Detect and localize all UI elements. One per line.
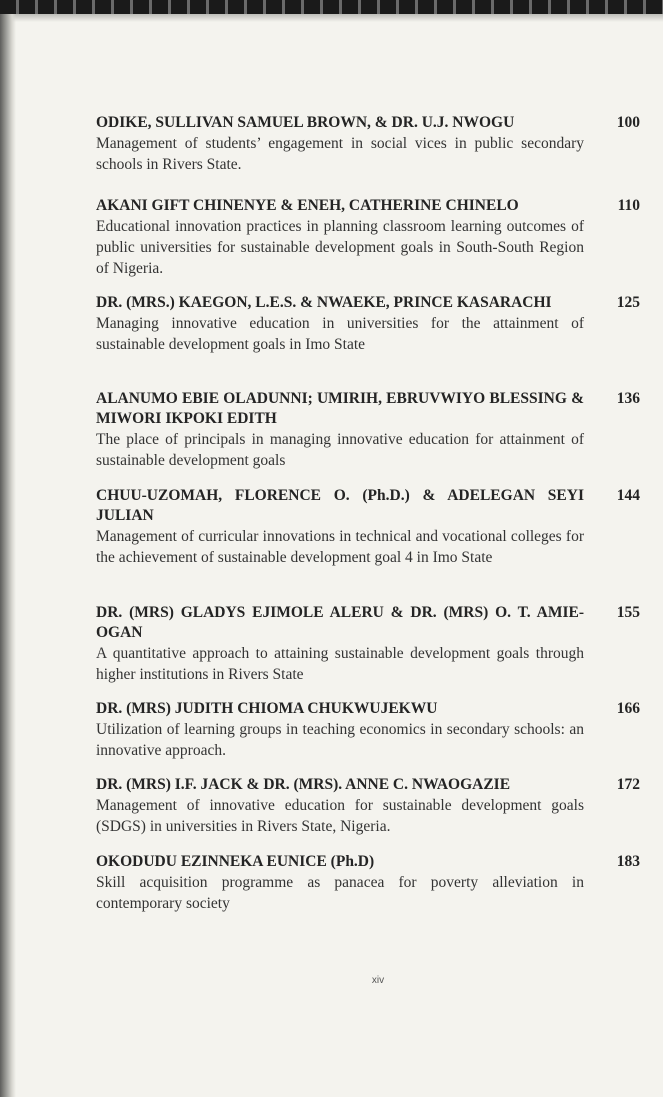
toc-entry	[96, 196, 640, 279]
entry-page-number: 136	[616, 390, 640, 407]
entry-title: Utilization of learning groups in teaching economics in secondary schools: an innovative approach.	[96, 721, 584, 759]
entry-authors: DR. (MRS) I.F. JACK & DR. (MRS). ANNE C. NWAOGAZIE	[96, 776, 511, 793]
entry-authors: ALANUMO EBIE OLADUNNI; UMIRIH, EBRUVWIYO BLESSING & MIWORI IKPOKI EDITH	[96, 390, 584, 427]
toc-entry	[96, 486, 640, 568]
entry-authors: CHUU-UZOMAH, FLORENCE O. (Ph.D.) & ADELEGAN SEYI JULIAN	[96, 487, 584, 524]
entry-title: Managing innovative education in universities for the attainment of sustainable development goals in Imo State	[96, 315, 584, 353]
toc-entry	[96, 293, 640, 355]
entry-page-number: 100	[616, 114, 640, 131]
entry-authors: AKANI GIFT CHINENYE & ENEH, CATHERINE CHINELO	[96, 197, 519, 214]
toc-entry	[96, 852, 640, 914]
toc-entry	[96, 603, 640, 685]
entry-authors: DR. (MRS) JUDITH CHIOMA CHUKWUJEKWU	[96, 700, 438, 717]
entry-title: Skill acquisition programme as panacea for poverty alleviation in contemporary society	[96, 874, 584, 912]
entry-authors: ODIKE, SULLIVAN SAMUEL BROWN, & DR. U.J. NWOGU	[96, 114, 515, 131]
toc-entry	[96, 389, 640, 471]
entry-title: The place of principals in managing innovative education for attainment of sustainable development goals	[96, 431, 584, 469]
entry-page-number: 166	[616, 700, 640, 717]
entry-authors: DR. (MRS.) KAEGON, L.E.S. & NWAEKE, PRINCE KASARACHI	[96, 294, 552, 311]
entry-page-number: 183	[616, 853, 640, 870]
entry-title: Management of innovative education for sustainable development goals (SDGS) in universities in Rivers State, Nigeria.	[96, 797, 584, 835]
entry-authors: OKODUDU EZINNEKA EUNICE (Ph.D)	[96, 853, 375, 870]
entry-page-number: 155	[616, 604, 640, 621]
entry-authors: DR. (MRS) GLADYS EJIMOLE ALERU & DR. (MRS) O. T. AMIE-OGAN	[96, 604, 584, 641]
toc-entry	[96, 775, 640, 837]
entry-title: Management of curricular innovations in technical and vocational colleges for the achievement of sustainable development goal 4 in Imo State	[96, 528, 584, 566]
entry-page-number: 172	[616, 776, 640, 793]
entry-page-number: 110	[617, 197, 640, 214]
scan-edge-left	[0, 14, 16, 1097]
scan-edge-top	[0, 0, 663, 14]
toc-entry	[96, 699, 640, 761]
entry-title: Educational innovation practices in planning classroom learning outcomes of public universities for sustainable development goals in South-South Region of Nigeria.	[96, 218, 584, 277]
entry-page-number: 144	[616, 487, 640, 504]
page-number: xiv	[371, 975, 385, 986]
entry-title: Management of students’ engagement in social vices in public secondary schools in Rivers State.	[96, 135, 584, 173]
entry-page-number: 125	[616, 294, 640, 311]
entry-title: A quantitative approach to attaining sustainable development goals through higher institutions in Rivers State	[96, 645, 584, 683]
toc-entry	[96, 113, 640, 175]
